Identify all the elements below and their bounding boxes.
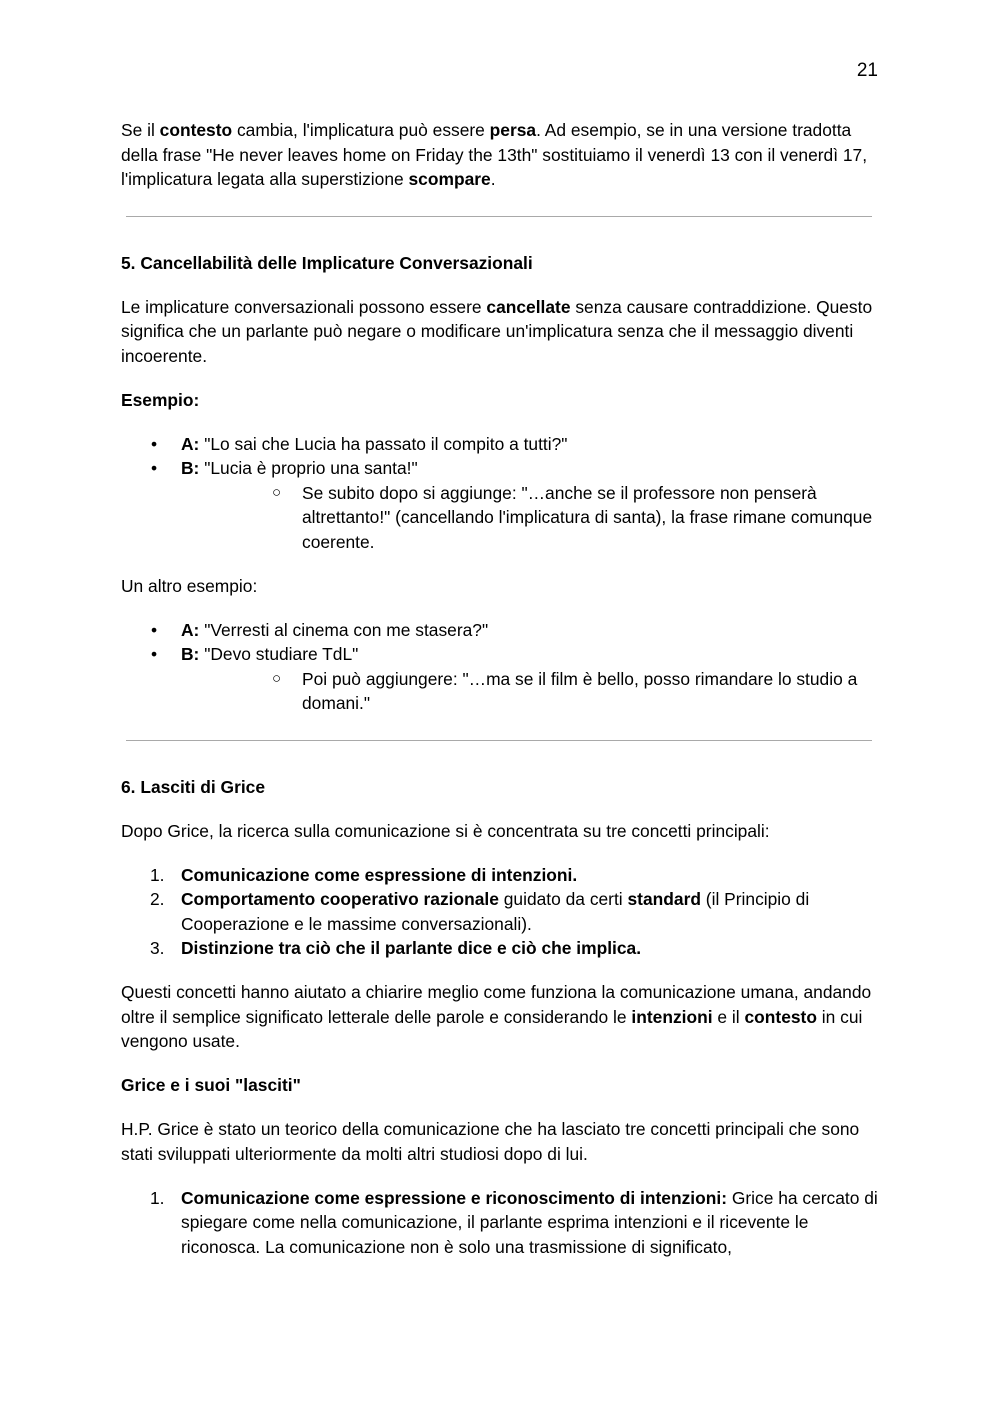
circle-bullet-icon: ○	[272, 669, 282, 687]
section-6-heading: 6. Lasciti di Grice	[121, 776, 266, 797]
bullet-icon: •	[151, 433, 158, 454]
section-6-paragraph: Questi concetti hanno aiutato a chiarire meglio come funziona la comunicazione umana, andando oltre il semplice significato letterale delle parole e considerando le intenzioni e il contesto in cui vengono usate.	[121, 982, 872, 1051]
intro-paragraph: Se il contesto cambia, l'implicatura può essere persa. Ad esempio, se in una versione tradotta della frase "He never leaves home on Friday the 13th" sostituiamo il venerdì 13 con il venerdì 17, l'implicatura legata alla superstizione scompare.	[121, 120, 868, 189]
sub-list-item: ○ Se subito dopo si aggiunge: "…anche se il professore non penserà altrettanto!" (cancellando l'implicatura di santa), la frase rimane comunque coerente.	[272, 482, 873, 552]
sub-list-item: ○ Poi può aggiungere: "…ma se il film è bello, posso rimandare lo studio a domani."	[272, 668, 858, 713]
bullet-icon: •	[151, 644, 158, 664]
bullet-icon: •	[151, 619, 158, 640]
example-label: Esempio:	[121, 389, 200, 410]
sub-list	[181, 481, 881, 555]
section-5-heading: 5. Cancellabilità delle Implicature Conversazionali	[121, 252, 533, 273]
bullet-icon: •	[151, 458, 158, 478]
example-2-list	[121, 618, 881, 716]
grice-subheading: Grice e i suoi "lasciti"	[121, 1075, 301, 1095]
section-6-intro: Dopo Grice, la ricerca sulla comunicazione si è concentrata su tre concetti principali:	[121, 820, 770, 841]
list-item: 2. Comportamento cooperativo razionale guidato da certi standard (il Principio di Cooperazione e le massime conversazionali).	[150, 889, 810, 934]
circle-bullet-icon: ○	[272, 483, 282, 501]
legacy-list	[121, 1186, 881, 1260]
other-example-label: Un altro esempio:	[121, 575, 258, 596]
list-item: 1. Comunicazione come espressione di intenzioni.	[150, 864, 578, 885]
list-item: 1. Comunicazione come espressione e riconoscimento di intenzioni: Grice ha cercato di spiegare come nella comunicazione, il parlante esprima intenzioni e il ricevente le riconosca. La comunicazione non è solo una trasmissione di significato,	[150, 1187, 878, 1257]
page-number: 21	[856, 60, 878, 81]
list-item: • B: "Devo studiare TdL" ○ Poi può aggiungere: "…ma se il film è bello, posso rimandare lo studio a domani."	[121, 642, 881, 716]
list-item: • B: "Lucia è proprio una santa!" ○ Se subito dopo si aggiunge: "…anche se il professore non penserà altrettanto!" (cancellando l'implicatura di santa), la frase rimane comunque coerente.	[121, 456, 881, 554]
example-1-list	[121, 432, 881, 555]
sub-list	[181, 667, 881, 716]
list-item: • A: "Lo sai che Lucia ha passato il compito a tutti?"	[121, 432, 881, 457]
section-5-paragraph: Le implicature conversazionali possono essere cancellate senza causare contraddizione. Questo significa che un parlante può negare o modificare un'implicatura senza che il messaggio diventi incoerente.	[121, 296, 873, 366]
grice-paragraph: H.P. Grice è stato un teorico della comunicazione che ha lasciato tre concetti principali che sono stati sviluppati ulteriormente da molti altri studiosi dopo di lui.	[121, 1119, 860, 1164]
document-body	[121, 118, 881, 1279]
list-item: 3. Distinzione tra ciò che il parlante dice e ciò che implica.	[150, 938, 642, 958]
list-item: • A: "Verresti al cinema con me stasera?"	[121, 618, 881, 643]
concepts-list	[121, 863, 881, 961]
